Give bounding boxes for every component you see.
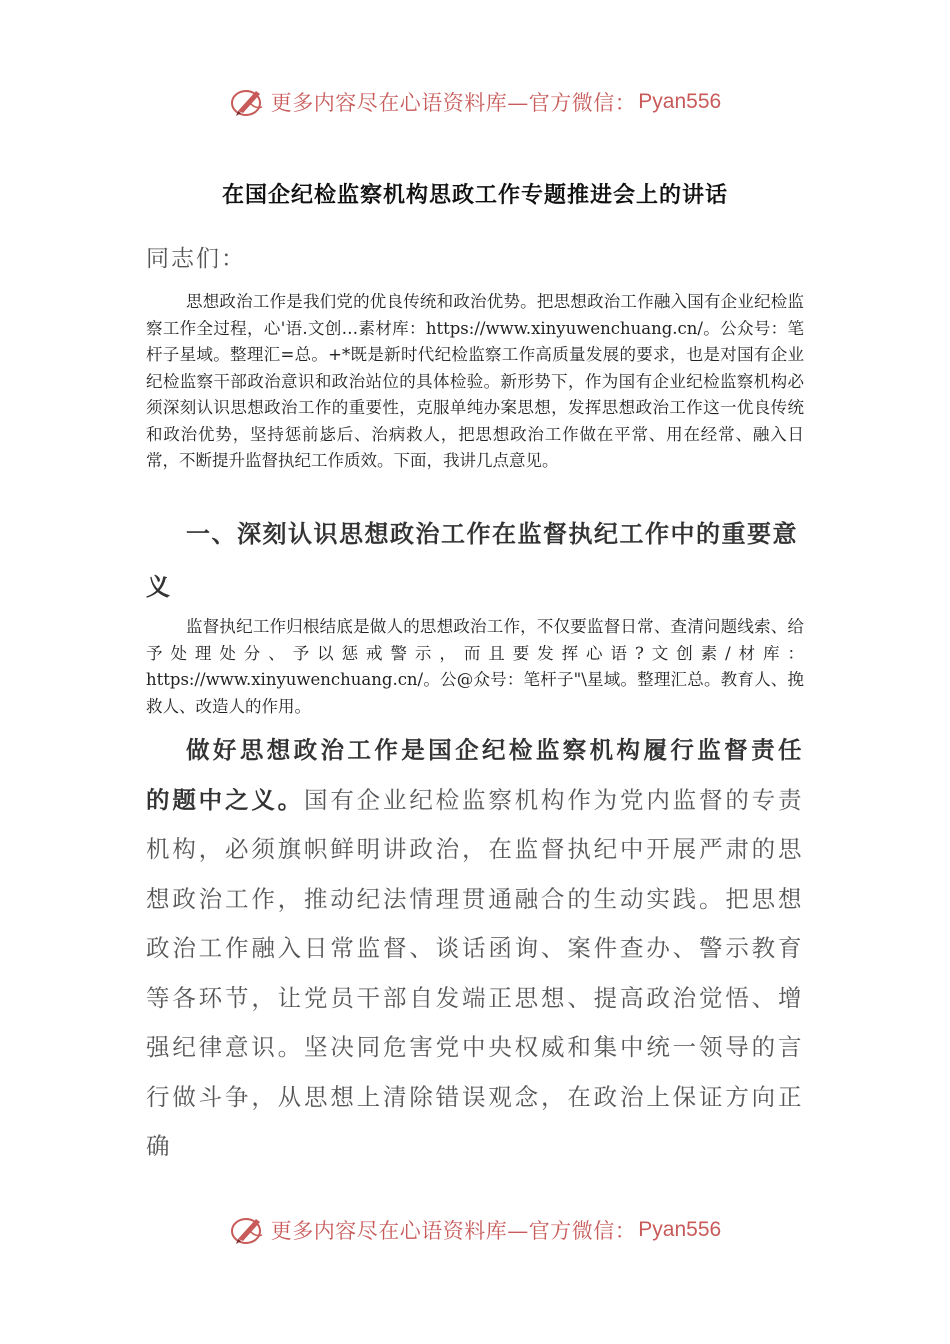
pen-logo-icon — [229, 1213, 267, 1247]
banner-text: 更多内容尽在心语资料库—官方微信： — [270, 91, 637, 115]
document-title: 在国企纪检监察机构思政工作专题推进会上的讲话 — [221, 182, 728, 208]
banner-text: 更多内容尽在心语资料库—官方微信： — [270, 1219, 637, 1243]
greeting: 同志们： — [146, 246, 246, 272]
paragraph-section1-intro: 监督执纪工作归根结底是做人的思想政治工作，不仅要监督日常、查清问题线索、给予处理处分、予以惩戒警示，而且要发挥心语?文创素/材库：https://www.xinyuwenchuang.cn/。公@众号：笔杆子"\星域。整理汇总。教育人、挽救人、改造人的作用。 — [146, 617, 804, 716]
banner-wechat-id: Pyan556 — [638, 1218, 722, 1241]
pen-logo-icon — [229, 85, 267, 119]
paragraph-section1-body — [146, 726, 804, 1172]
footer-banner — [0, 1210, 950, 1250]
section-heading-1: 一、深刻认识思想政治工作在监督执纪工作中的重要意义 — [146, 519, 798, 601]
paragraph-body-text: 国有企业纪检监察机构作为党内监督的专责机构，必须旗帜鲜明讲政治，在监督执纪中开展严肃的思想政治工作，推动纪法情理贯通融合的生动实践。把思想政治工作融入日常监督、谈话函询、案件查办、警示教育等各环节，让党员干部自发端正思想、提高政治觉悟、增强纪律意识。坚决同危害党中央权威和集中统一领导的言行做斗争，从思想上清除错误观念，在政治上保证方向正确 — [146, 785, 804, 1160]
banner-wechat-id: Pyan556 — [638, 90, 722, 113]
paragraph-lead-sentence: 做好思想政治工作是国企纪检监察机构履行监督责任的题中之义。 — [146, 736, 804, 814]
header-banner — [0, 82, 950, 122]
paragraph-intro: 思想政治工作是我们党的优良传统和政治优势。把思想政治工作融入国有企业纪检监察工作全过程，心'语.文创…素材库：https://www.xinyuwenchuang.cn/。公众号：笔杆子星域。整理汇=总。+*既是新时代纪检监察工作高质量发展的要求，也是对国有企业纪检监察干部政治意识和政治站位的具体检验。新形势下，作为国有企业纪检监察机构必须深刻认识思想政治工作的重要性，克服单纯办案思想，发挥思想政治工作这一优良传统和政治优势，坚持惩前毖后、治病救人，把思想政治工作做在平常、用在经常、融入日常，不断提升监督执纪工作质效。下面，我讲几点意见。 — [146, 292, 804, 470]
